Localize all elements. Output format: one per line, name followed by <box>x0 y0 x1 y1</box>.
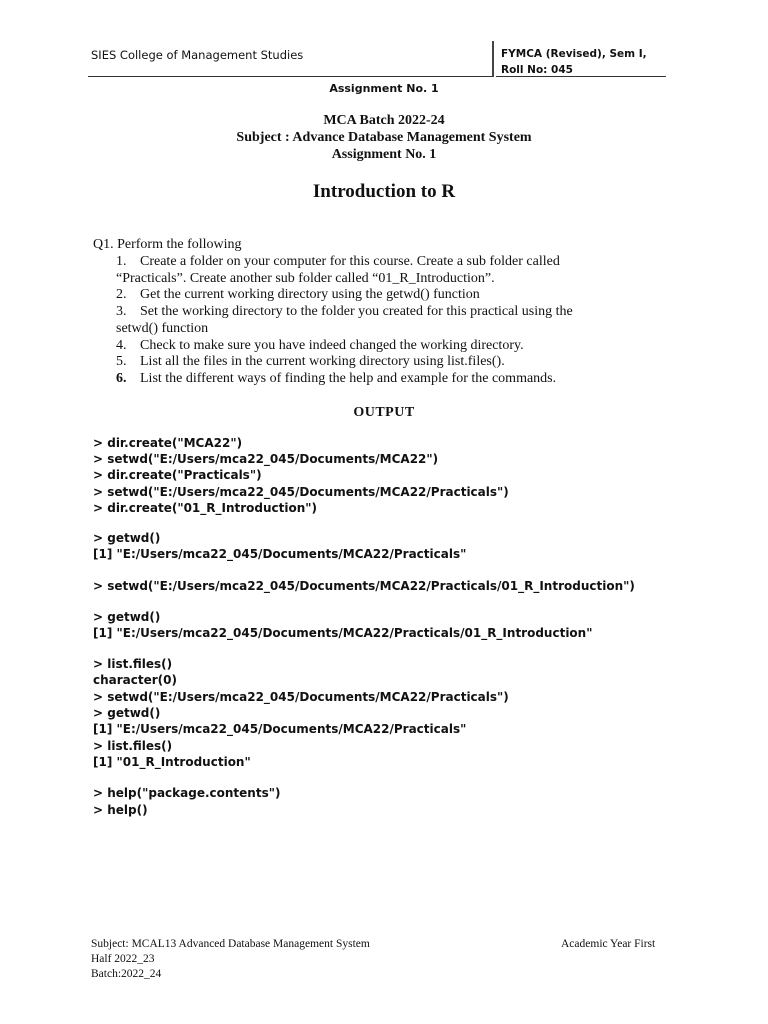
task-text: List the different ways of finding the help and example for the commands. <box>140 370 557 386</box>
task-item <box>116 304 616 337</box>
task-number: 1. <box>116 254 127 269</box>
header-right-divider <box>496 76 666 77</box>
header-roll-line: Roll No: 045 <box>501 64 573 76</box>
header-course-info <box>501 46 647 78</box>
code-line: > setwd("E:/Users/mca22_045/Documents/MCA22/Practicals") <box>93 690 509 704</box>
code-line: > setwd("E:/Users/mca22_045/Documents/MCA22") <box>93 452 439 466</box>
code-line: > help() <box>93 803 148 817</box>
code-line: [1] "E:/Users/mca22_045/Documents/MCA22/Practicals/01_R_Introduction" <box>93 626 593 640</box>
code-line: [1] "E:/Users/mca22_045/Documents/MCA22/Practicals" <box>93 722 467 736</box>
task-text: Get the current working directory using the getwd() function <box>140 287 480 303</box>
code-line: > getwd() <box>93 706 161 720</box>
footer-half: Half 2022_23 <box>91 953 155 965</box>
page-title: Introduction to R <box>312 181 456 202</box>
code-line: > getwd() <box>93 610 161 624</box>
batch-heading: MCA Batch 2022-24 <box>323 113 445 128</box>
code-line: > help("package.contents") <box>93 786 281 800</box>
header-course-line: FYMCA (Revised), Sem I, <box>501 48 647 60</box>
header-college-name: SIES College of Management Studies <box>91 48 304 62</box>
question-label: Q1. Perform the following <box>93 237 242 252</box>
footer-academic-year: Academic Year First <box>561 938 656 950</box>
output-heading: OUTPUT <box>353 405 415 420</box>
task-text: Check to make sure you have indeed changed the working directory. <box>140 337 524 353</box>
header-vertical-bar <box>492 41 494 77</box>
subject-heading: Subject : Advance Database Management System <box>236 130 532 145</box>
task-item <box>116 338 616 355</box>
task-number: 5. <box>116 354 127 370</box>
assignment-label-top: Assignment No. 1 <box>329 82 439 95</box>
footer-subject: Subject: MCAL13 Advanced Database Management System <box>91 938 370 950</box>
assignment-heading: Assignment No. 1 <box>331 147 437 162</box>
code-line: > getwd() <box>93 531 161 545</box>
code-line: [1] "01_R_Introduction" <box>93 755 251 769</box>
task-text: Create a folder on your computer for this course. Create a sub folder called “Practicals”. Create another sub folder called “01_R_Introduction”. <box>116 254 560 286</box>
footer-batch: Batch:2022_24 <box>91 968 162 980</box>
code-line: > dir.create("Practicals") <box>93 468 262 482</box>
task-number: 2. <box>116 287 127 303</box>
code-line: > list.files() <box>93 739 173 753</box>
task-number: 3. <box>116 304 127 320</box>
code-line: > setwd("E:/Users/mca22_045/Documents/MCA22/Practicals") <box>93 485 509 499</box>
task-number: 4. <box>116 337 127 353</box>
code-line: > dir.create("MCA22") <box>93 436 243 450</box>
code-line: [1] "E:/Users/mca22_045/Documents/MCA22/Practicals" <box>93 547 467 561</box>
code-line: character(0) <box>93 673 177 687</box>
task-number: 6. <box>116 370 127 386</box>
code-line: > list.files() <box>93 657 173 671</box>
task-text: List all the files in the current working directory using list.files(). <box>140 354 505 370</box>
code-line: > setwd("E:/Users/mca22_045/Documents/MCA22/Practicals/01_R_Introduction") <box>93 579 635 593</box>
task-item <box>116 354 616 371</box>
code-line: > dir.create("01_R_Introduction") <box>93 501 318 515</box>
header-divider <box>88 76 494 77</box>
task-item <box>116 287 616 304</box>
task-item <box>116 254 616 287</box>
task-list <box>116 254 616 388</box>
task-item <box>116 371 616 388</box>
task-text: Set the working directory to the folder you created for this practical using the setwd() function <box>116 304 573 336</box>
